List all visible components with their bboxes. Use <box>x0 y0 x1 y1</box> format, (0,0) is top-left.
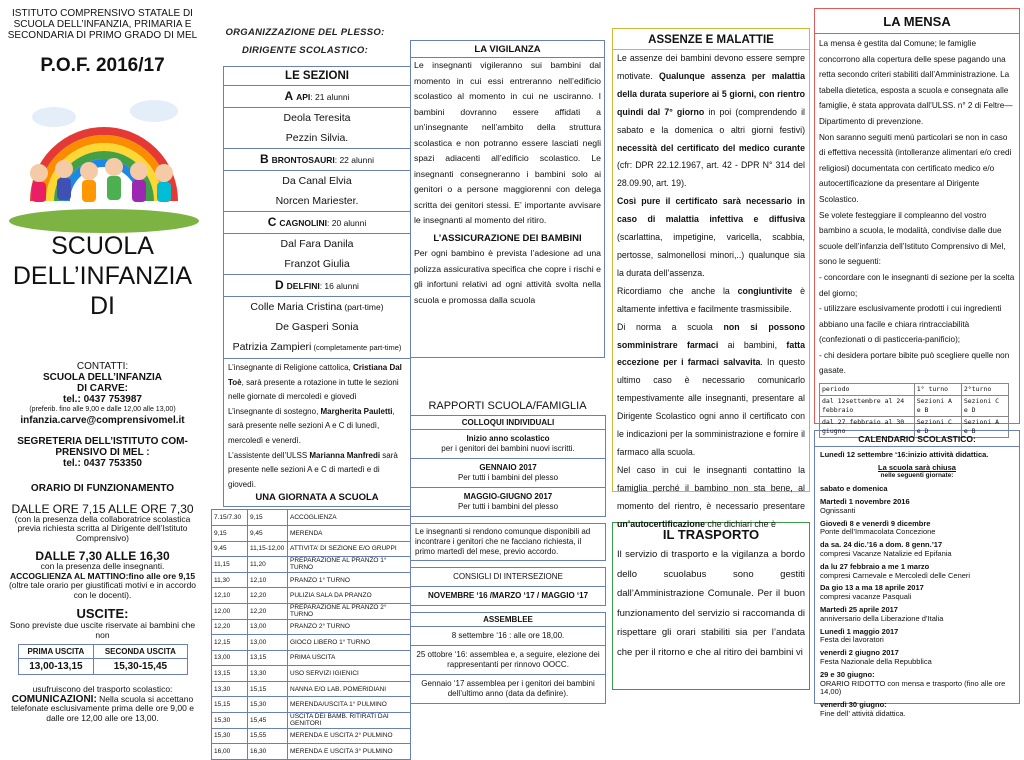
rapporti-title: RAPPORTI SCUOLA/FAMIGLIA <box>428 400 587 412</box>
section-d-teacher2: De Gasperi Sonia <box>275 321 359 333</box>
turni-cell: Sezioni C e D <box>961 396 1008 417</box>
contatti-place: DI CARVE: <box>77 383 128 394</box>
schedule-cell: USCITA DEI BAMB. RITIRATI DAI GENITORI <box>288 713 411 729</box>
schedule-cell: 11,20 <box>248 557 288 573</box>
calendar-list <box>820 485 1014 719</box>
schedule-cell: 15,45 <box>248 713 288 729</box>
turni-cell: dal 27 febbraio al 30 giugno <box>820 417 915 438</box>
section-d-teacher3: Patrizia Zampieri (completamente part-time) <box>232 341 402 353</box>
assenze-para1: Le assenze dei bambini devono essere sempre motivate. Qualunque assenza per malattia della durata superiore ai 5 giorni, con rientro quindi dal 7° giorno in poi (comprendendo il sabato e la domenica o altri giorni festivi) necessità del certificato del medico curante (cfr: DPR 22.12.1967, art. 42 - DPR N° 314 del 28.09.90, art. 19). <box>617 53 806 189</box>
mensa-box <box>814 8 1020 436</box>
mensa-title: LA MENSA <box>815 11 1019 34</box>
comunicazioni-label: COMUNICAZIONI: <box>11 693 97 705</box>
schedule-cell: PREPARAZIONE AL PRANZO 2° TURNO <box>288 603 411 619</box>
schedule-row <box>212 603 411 619</box>
schedule-row <box>212 650 411 666</box>
contatti-label: CONTATTI: <box>76 361 129 372</box>
schedule-row <box>212 525 411 541</box>
segreteria: SEGRETERIA DELL’ISTITUTO COM-PRENSIVO DI MEL : <box>17 435 188 458</box>
trasporto-note: usufruiscono del trasporto scolastico: <box>32 684 173 694</box>
schedule-cell: ATTIVITA’ DI SEZIONE E/O GRUPPI <box>288 541 411 557</box>
schedule-cell: MERENDA <box>288 525 411 541</box>
section-d-header: D DELFINI: 16 alunni <box>224 275 410 297</box>
schedule-cell: 15,30 <box>212 713 248 729</box>
schedule-cell: PRIMA USCITA <box>288 650 411 666</box>
turni-cell: dal 12settembre al 24 febbraio <box>820 396 915 417</box>
mensa-text6: - chi desidera portare bibite può scegliere quelle non gasate. <box>819 350 1010 376</box>
schedule-cell: GIOCO LIBERO 1° TURNO <box>288 635 411 651</box>
assemblea-1: 8 settembre ‘16 : alle ore 18,00. <box>411 627 605 646</box>
schedule-row <box>212 619 411 635</box>
consigli-box <box>410 567 606 606</box>
column-cover <box>0 0 205 724</box>
schedule-row <box>212 666 411 682</box>
schedule-cell: 12,00 <box>212 603 248 619</box>
uscite-title: USCITE: <box>76 606 129 621</box>
note-sostegno: L’insegnante di sostegno, Margherita Pauletti, sarà presente nelle sezioni A e C di lunedì, mercoledì e venerdì. <box>228 406 395 445</box>
schedule-cell: 13,15 <box>248 650 288 666</box>
calendar-item: venerdì 30 giugno: Fine dell’ attività didattica. <box>820 700 906 718</box>
schedule-row <box>212 681 411 697</box>
section-b-teacher1: Da Canal Elvia <box>282 175 352 187</box>
schedule-cell: 12,20 <box>248 603 288 619</box>
orario-main2: DALLE 7,30 ALLE 16,30 <box>35 549 170 563</box>
turni-header: 2°turno <box>961 384 1008 396</box>
uscita-value-1: 13,00-13,15 <box>18 659 94 675</box>
section-a-teacher1: Deola Teresita <box>283 112 351 124</box>
colloqui-inizio: Inizio anno scolastico per i genitori dei bambini nuovi iscritti. <box>411 430 605 459</box>
staff-notes <box>224 358 410 506</box>
tel-school: tel.: 0437 753987 <box>63 394 142 405</box>
schedule-row <box>212 572 411 588</box>
schedule-cell: 13,00 <box>248 635 288 651</box>
schedule-cell: MERENDA E USCITA 2° PULMINO <box>288 728 411 744</box>
vigilanza-box <box>410 40 605 358</box>
colloqui-gennaio: GENNAIO 2017 Per tutti i bambini del plesso <box>411 459 605 488</box>
schedule-cell: 9,45 <box>248 525 288 541</box>
trasporto-box <box>612 522 810 690</box>
schedule-cell: 16,00 <box>212 744 248 760</box>
school-title-line3: DI <box>90 292 115 320</box>
calendario-title: CALENDARIO SCOLASTICO: <box>815 433 1019 447</box>
turni-cell: Sezioni A e B <box>961 417 1008 438</box>
schedule-cell: MERENDA/USCITA 1° PULMINO <box>288 697 411 713</box>
note-ulss: L’assistente dell’ULSS Marianna Manfredi sarà presente nelle sezioni A e C di martedì e di giovedì. <box>228 450 398 489</box>
assemblee-title: ASSEMBLEE <box>411 613 605 627</box>
section-c-teacher1: Dal Fara Danila <box>280 238 354 250</box>
column-mensa <box>812 0 1020 724</box>
calendar-item: Da gio 13 a ma 18 aprile 2017 compresi vacanze Pasquali <box>820 583 924 602</box>
assenze-para5: Nel caso in cui le insegnanti contattino la famiglia perché il bambino non sta bene, al momento del rientro, è necessario presentare un’autocertificazione che dichiari che è <box>617 464 805 529</box>
cal-closed-2: nelle seguenti giornate: <box>880 472 954 480</box>
schedule-cell: 11,30 <box>212 572 248 588</box>
giornata-title: UNA GIORNATA A SCUOLA <box>255 492 379 504</box>
sezioni-box <box>223 66 411 507</box>
schedule-cell: MERENDA E USCITA 3° PULMINO <box>288 744 411 760</box>
section-b-header: B BRONTOSAURI: 22 alunni <box>224 149 410 171</box>
schedule-cell: 11,15 <box>212 557 248 573</box>
schedule-cell: 12,10 <box>248 572 288 588</box>
uscita-header-1: PRIMA USCITA <box>18 645 94 659</box>
schedule-cell: 15,15 <box>212 697 248 713</box>
comunicazioni-text: Nella scuola si accettano telefonate esclusivamente prima delle ore 9,00 e dalle ore 12,00 alle ore 13,00. <box>11 693 194 723</box>
orario-main: DALLE ORE 7,15 ALLE ORE 7,30 <box>11 501 194 516</box>
tel-segreteria: tel.: 0437 753350 <box>63 457 142 469</box>
assicurazione-text: Per ogni bambino è prevista l’adesione ad una polizza assicurativa specifica che copre i rischi e gli infortuni relativi ad ogni attività svolta nella scuola e promossa dalla scuola <box>414 248 601 305</box>
org-title: ORGANIZZAZIONE DEL PLESSO: <box>225 27 385 38</box>
assenze-box <box>612 28 810 529</box>
cal-closed-1: La scuola sarà chiusa <box>878 462 956 472</box>
schedule-cell: 13,30 <box>212 681 248 697</box>
orario-note2: con la presenza delle insegnanti. <box>40 561 165 571</box>
mensa-text1: La mensa è gestita dal Comune; le famiglie concorrono alla copertura delle spese pagando una retta secondo criteri stabiliti dall’Amministrazione. La tabella dietetica, esposta a scuola e consegnata alle famiglie, è stata approvata dall’ULSS. n° 2 di Feltre—Dipartimento di prevenzione. <box>819 39 1013 126</box>
accoglienza-note: (oltre tale orario per giustificati motivi e in accordo con le docenti). <box>8 580 197 600</box>
dirigente-label: DIRIGENTE SCOLASTICO: <box>241 45 369 56</box>
colloqui-box <box>410 415 606 517</box>
accoglienza: ACCOGLIENZA AL MATTINO:fino alle ore 9,15 <box>9 570 196 581</box>
turni-header: 1° turno <box>914 384 961 396</box>
contatti-school: SCUOLA DELL’INFANZIA <box>42 372 163 383</box>
note-religione: L’insegnante di Religione cattolica, Cristiana Dal Toè, sarà presente a rotazione in tutte le sezioni nelle giornate di mercoledì e giovedì <box>228 363 402 402</box>
schedule-cell: 15,30 <box>212 728 248 744</box>
schedule-cell: 12,20 <box>248 588 288 604</box>
section-b-teacher2: Norcen Mariester. <box>224 191 410 212</box>
schedule-cell: PULIZIA SALA DA PRANZO <box>288 588 411 604</box>
schedule-row <box>212 510 411 526</box>
trasporto-text: Il servizio di trasporto e la vigilanza a bordo dello scuolabus sono gestiti dall’Amministrazione Comunale. Per il buon funzionamento del servizio si raccomanda di rispettare gli orari stabiliti sia per l’andata che per il ritorno e che al ritiro dei bambini vi <box>617 549 805 658</box>
section-a-header: A API: 21 alunni <box>224 86 410 108</box>
orario-title: ORARIO DI FUNZIONAMENTO <box>30 482 175 494</box>
schedule-row <box>212 713 411 729</box>
schedule-cell: USO SERVIZI IGIENICI <box>288 666 411 682</box>
schedule-cell: 15,55 <box>248 728 288 744</box>
schedule-row <box>212 697 411 713</box>
school-title-line2: DELL’INFANZIA <box>12 262 193 290</box>
schedule-cell: 7.15/7.30 <box>212 510 248 526</box>
column-assenze <box>612 0 810 724</box>
assenze-title: ASSENZE E MALATTIE <box>613 31 809 50</box>
email-link[interactable]: infanzia.carve@comprensivomel.it <box>20 414 185 426</box>
calendar-item: Lunedì 1 maggio 2017 Festa dei lavoratori <box>820 626 899 645</box>
pof-title: P.O.F. 2016/17 <box>40 55 165 76</box>
uscita-value-2: 15,30-15,45 <box>94 659 187 675</box>
assenze-para2: Così pure il certificato sarà necessario in caso di malattia infettiva e diffusiva (scarlattina, impetigine, varicella, scabbia, pertosse, salmonellosi minori,..) qualunque sia la durata dell’assenza. <box>617 196 805 278</box>
calendar-item: da lu 27 febbraio a me 1 marzo compresi Carnevale e Mercoledì delle Ceneri <box>820 561 971 580</box>
section-c-header: C CAGNOLINI: 20 alunni <box>224 212 410 234</box>
schedule-cell: PREPARAZIONE AL PRANZO 1° TURNO <box>288 557 411 573</box>
assicurazione-title: L’ASSICURAZIONE DEI BAMBINI <box>433 232 582 244</box>
comunicazioni-block <box>4 695 201 724</box>
calendar-item: sabato e domenica <box>820 484 888 494</box>
colloqui-maggio: MAGGIO-GIUGNO 2017 Per tutti i bambini del plesso <box>457 492 559 511</box>
assemblee-box <box>410 612 606 704</box>
schedule-cell: 15,15 <box>248 681 288 697</box>
orario-note: (con la presenza della collaboratrice scolastica previa richiesta scritta al Dirigente dell’Istituto Comprensivo) <box>14 513 191 543</box>
consigli-title: CONSIGLI DI INTERSEZIONE <box>411 568 605 587</box>
sezioni-title: LE SEZIONI <box>224 67 410 86</box>
schedule-cell: 9,15 <box>248 510 288 526</box>
mensa-text4: - concordare con le insegnanti di sezione per la scelta del giorno; <box>819 272 1015 298</box>
schedule-row <box>212 635 411 651</box>
turni-cell: Sezioni A e B <box>914 396 961 417</box>
schedule-cell: PRANZO 1° TURNO <box>288 572 411 588</box>
column-vigilanza <box>408 0 605 724</box>
calendar-item: da sa. 24 dic.’16 a dom. 8 genn.’17 compresi Vacanze Natalizie ed Epifania <box>820 540 952 558</box>
colloqui-title: COLLOQUI INDIVIDUALI <box>411 416 605 430</box>
calendar-item: Giovedì 8 e venerdì 9 dicembre Ponte dell’Immacolata Concezione <box>820 518 936 537</box>
schedule-cell: 13,00 <box>212 650 248 666</box>
turni-cell: Sezioni C e D <box>914 417 961 438</box>
institute-name: ISTITUTO COMPRENSIVO STATALE DI SCUOLA DELL’INFANZIA, PRIMARIA E SECONDARIA DI PRIMO GRADO DI MEL <box>7 8 198 41</box>
assenze-para3: Ricordiamo che anche la congiuntivite è altamente infettiva e facilmente trasmissibile. <box>617 285 805 314</box>
uscita-header-2: SECONDA USCITA <box>94 645 187 659</box>
schedule-row <box>212 541 411 557</box>
mensa-text3: Se volete festeggiare il compleanno del vostro bambino a scuola, le modalità, condivise dalle due scuole dell’infanzia dell’Istituto Comprensivo di Mel, sono le seguenti: <box>819 210 1006 267</box>
section-c-teacher2: Franzot Giulia <box>224 254 410 275</box>
uscite-table <box>18 644 188 675</box>
trasporto-title: IL TRASPORTO <box>662 527 760 542</box>
section-a-teacher2: Pezzin Silvia. <box>224 128 410 149</box>
calendar-item: Martedì 25 aprile 2017 anniversario della Liberazione d’Italia <box>820 604 944 623</box>
schedule-cell: 9,15 <box>212 525 248 541</box>
mensa-text5: - utilizzare esclusivamente prodotti i cui ingredienti abbiano una facile e chiara rintracciabilità (confezionati o di pasticceria-panificio); <box>819 304 1002 345</box>
schedule-cell: 13,30 <box>248 666 288 682</box>
consigli-dates: NOVEMBRE ‘16 /MARZO ‘17 / MAGGIO ‘17 <box>427 591 589 600</box>
vigilanza-title: LA VIGILANZA <box>411 43 604 58</box>
schedule-row <box>212 557 411 573</box>
schedule-cell: 13,15 <box>212 666 248 682</box>
calendar-item: 29 e 30 giugno: ORARIO RIDOTTO con mensa e trasporto (fino alle ore 14,00) <box>820 669 1006 697</box>
mensa-text2: Non saranno seguiti menù particolari se non in caso di effettiva necessità (intolleranze alimentari e/o credi religiosi) documentata con certificato medico e/o autocertificazione da presentare al Dirigente Scolastico. <box>819 132 1012 204</box>
children-rainbow-illustration <box>4 81 201 231</box>
school-title-line1: SCUOLA <box>51 232 154 260</box>
schedule-cell: PRANZO 2° TURNO <box>288 619 411 635</box>
assenze-para4: Di norma a scuola non si possono somministrare farmaci ai bambini, fatta eccezione per i farmaci salvavita. In questo ultimo caso è necessario comunicarlo tempestivamente alle insegnanti, presentare al Dirigente Scolastico ogni anno il certificato con le indicazioni per la somministrazione e fornire il farmaco alla scuola. <box>617 321 806 457</box>
turni-header: periodo <box>820 384 915 396</box>
assemblea-2: 25 ottobre ‘16: assemblea e, a seguire, elezione dei rappresentanti per rinnovo OOCC. <box>411 646 605 675</box>
cal-start: Lunedì 12 settembre ‘16:inizio attività didattica. <box>820 449 989 459</box>
schedule-cell: 12,15 <box>212 635 248 651</box>
disponibili-text: Le insegnanti si rendono comunque disponibili ad incontrare i genitori che ne facciano richiesta, il primo martedì del mese, previo accordo. <box>410 523 606 561</box>
calendar-item: Martedì 1 novembre 2016 Ognissanti <box>820 496 910 515</box>
schedule-row <box>212 728 411 744</box>
schedule-cell: NANNA E/O LAB. POMERIDIANI <box>288 681 411 697</box>
schedule-table <box>211 509 411 760</box>
assemblea-3: Gennaio ‘17 assemblea per i genitori dei bambini dell’ultimo anno (data da definire). <box>421 679 595 698</box>
schedule-cell: ACCOGLIENZA <box>288 510 411 526</box>
column-organizzazione <box>205 0 405 756</box>
schedule-cell: 15,30 <box>248 697 288 713</box>
schedule-cell: 11,15-12,00 <box>248 541 288 557</box>
schedule-cell: 13,00 <box>248 619 288 635</box>
schedule-row <box>212 588 411 604</box>
schedule-row <box>212 744 411 760</box>
calendar-item: venerdì 2 giugno 2017 Festa Nazionale della Repubblica <box>820 648 932 666</box>
vigilanza-text: Le insegnanti vigileranno sui bambini dal momento in cui essi entreranno nell’edificio scolastico al momento in cui ne usciranno. I bambini dovranno essere affidati a un’insegnante nell’ambito della struttura scolastica e non potranno essere lasciati negli spazi adiacenti all’edificio scolastico. Le insegnanti consegneranno i bambini solo ai genitori o a persone maggiorenni con delega scritta dei genitori stessi. E’ importante avvisare le insegnanti al momento del ritiro. <box>414 60 601 225</box>
pref-note: (preferib. fino alle 9,00 e dalle 12,00 alle 13,00) <box>29 406 176 413</box>
schedule-cell: 12,10 <box>212 588 248 604</box>
schedule-cell: 9,45 <box>212 541 248 557</box>
section-d-teacher1: Colle Maria Cristina (part-time) <box>250 301 384 313</box>
calendario-box <box>814 430 1020 718</box>
schedule-cell: 16,30 <box>248 744 288 760</box>
uscite-note: Sono previste due uscite riservate ai bambini che non <box>9 620 196 640</box>
schedule-cell: 12,20 <box>212 619 248 635</box>
